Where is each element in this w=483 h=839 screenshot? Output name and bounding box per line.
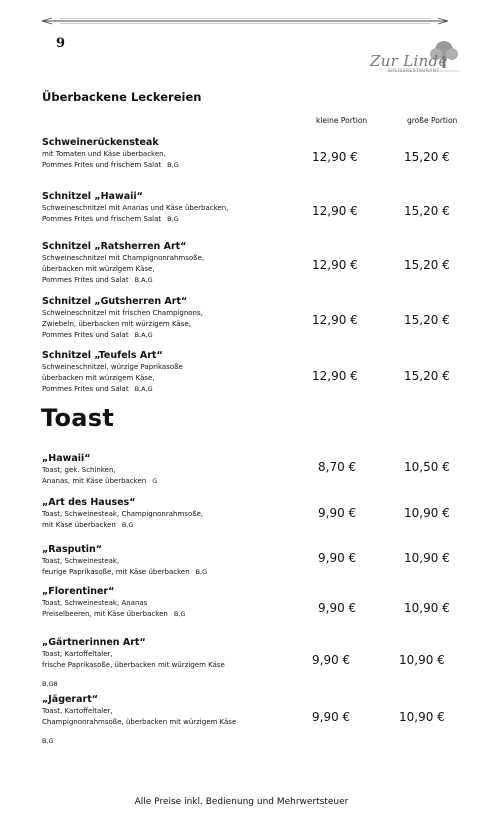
section-title: Überbackene Leckereien bbox=[42, 90, 202, 104]
menu-item bbox=[42, 585, 462, 620]
item-description: Toast, Schweinesteak, Ananas bbox=[42, 599, 148, 607]
restaurant-logo bbox=[366, 38, 462, 78]
menu-item bbox=[42, 496, 462, 531]
item-name: Schweinerückensteak bbox=[42, 137, 159, 148]
allergen-codes: B,G bbox=[42, 737, 54, 745]
item-name: „Hawaii“ bbox=[42, 453, 91, 464]
price-large: 15,20 € bbox=[404, 369, 450, 383]
price-small: 9,90 € bbox=[312, 653, 351, 667]
price-large: 10,90 € bbox=[404, 551, 450, 565]
item-description: feurige Paprikasoße, mit Käse überbacken B,G bbox=[42, 568, 208, 576]
price-large: 15,20 € bbox=[404, 313, 450, 327]
price-small: 9,90 € bbox=[318, 551, 357, 565]
item-description: frische Paprikasoße, überbacken mit würzigem Käse bbox=[42, 661, 225, 669]
logo-text: Zur Linde bbox=[370, 52, 448, 70]
item-description: Schweineschnitzel, würzige Paprikasoße bbox=[42, 363, 183, 371]
column-header-large: große Portion bbox=[407, 116, 458, 125]
allergen-codes: B,A,G bbox=[134, 331, 153, 339]
top-decorative-rule bbox=[40, 17, 450, 25]
item-name: „Gärtnerinnen Art“ bbox=[42, 637, 146, 648]
price-small: 12,90 € bbox=[312, 204, 358, 218]
menu-item bbox=[42, 295, 462, 341]
menu-item bbox=[42, 136, 462, 171]
item-description: überbacken mit würzigem Käse, bbox=[42, 265, 155, 273]
item-description: Schweineschnitzel mit Ananas und Käse überbacken, bbox=[42, 204, 229, 212]
item-description: mit Tomaten und Käse überbacken, bbox=[42, 150, 166, 158]
menu-item bbox=[42, 693, 462, 746]
footer-note: Alle Preise inkl. Bedienung und Mehrwertsteuer bbox=[134, 797, 349, 807]
item-description: Pommes Frites und frischem Salat B,G bbox=[42, 215, 179, 223]
price-large: 10,90 € bbox=[399, 653, 445, 667]
allergen-codes: B,G bbox=[167, 215, 179, 223]
item-name: „Art des Hauses“ bbox=[42, 497, 136, 508]
page-number: 9 bbox=[56, 36, 66, 51]
logo-subtext: SPEISERESTAURANT bbox=[388, 69, 440, 74]
item-name: Schnitzel „Gutsherren Art“ bbox=[42, 296, 188, 307]
price-small: 9,90 € bbox=[318, 601, 357, 615]
menu-item bbox=[42, 636, 462, 689]
allergen-codes: G bbox=[152, 477, 158, 485]
item-description: Toast, Kartoffeltaler, bbox=[42, 707, 113, 715]
item-description: Pommes Frites und Salat B,A,G bbox=[42, 276, 153, 284]
price-small: 12,90 € bbox=[312, 150, 358, 164]
item-name: Schnitzel „Hawaii“ bbox=[42, 191, 143, 202]
item-description: Zwiebeln, überbacken mit würzigem Käse, bbox=[42, 320, 191, 328]
price-small: 9,90 € bbox=[312, 710, 351, 724]
item-name: „Jägerart“ bbox=[42, 694, 98, 705]
item-description: Toast, Schweinesteak, Champignonrahmsoße, bbox=[42, 510, 204, 518]
item-description: Preiselbeeren, mit Käse überbacken B,G bbox=[42, 610, 186, 618]
item-description: Toast, gek. Schinken, bbox=[42, 466, 116, 474]
price-large: 15,20 € bbox=[404, 204, 450, 218]
menu-item bbox=[42, 543, 462, 578]
allergen-codes: B,A,G bbox=[134, 385, 153, 393]
item-description: überbacken mit würzigem Käse, bbox=[42, 374, 155, 382]
allergen-codes: B,G bbox=[195, 568, 208, 576]
menu-item bbox=[42, 349, 462, 395]
toast-section-title: Toast bbox=[41, 404, 115, 432]
item-description: Champignonrahmsoße, überbacken mit würzigem Käse bbox=[42, 718, 237, 726]
price-small: 9,90 € bbox=[318, 506, 357, 520]
allergen-codes: B,G bbox=[173, 610, 186, 618]
item-description: Pommes Frites und Salat B,A,G bbox=[42, 331, 153, 339]
item-name: Schnitzel „Teufels Art“ bbox=[42, 350, 163, 361]
item-description: Pommes Frites und frischem Salat B,G bbox=[42, 161, 179, 169]
item-name: „Florentiner“ bbox=[42, 586, 115, 597]
price-large: 10,50 € bbox=[404, 460, 450, 474]
allergen-codes: B,G8 bbox=[42, 680, 58, 688]
menu-item bbox=[42, 190, 462, 225]
item-description: Ananas, mit Käse überbacken G bbox=[42, 477, 158, 485]
item-description: Toast, Schweinesteak, bbox=[42, 557, 120, 565]
menu-item bbox=[42, 240, 462, 286]
item-description: mit Käse überbacken B,G bbox=[42, 521, 134, 529]
price-large: 10,90 € bbox=[399, 710, 445, 724]
item-description: Toast, Kartoffeltaler, bbox=[42, 650, 113, 658]
column-header-small: kleine Portion bbox=[316, 116, 368, 125]
allergen-codes: B,A,G bbox=[134, 276, 153, 284]
item-description: Schweineschnitzel mit frischen Champignons, bbox=[42, 309, 203, 317]
allergen-codes: B,G bbox=[167, 161, 179, 169]
item-description: Schweineschnitzel mit Champignonrahmsoße, bbox=[42, 254, 205, 262]
item-name: Schnitzel „Ratsherren Art“ bbox=[42, 241, 187, 252]
price-large: 15,20 € bbox=[404, 150, 450, 164]
item-description: Pommes Frites und Salat B,A,G bbox=[42, 385, 153, 393]
price-small: 12,90 € bbox=[312, 313, 358, 327]
price-small: 12,90 € bbox=[312, 369, 358, 383]
price-small: 8,70 € bbox=[318, 460, 357, 474]
price-large: 10,90 € bbox=[404, 506, 450, 520]
item-name: „Rasputin“ bbox=[42, 544, 102, 555]
menu-item bbox=[42, 452, 462, 487]
allergen-codes: B,G bbox=[121, 521, 134, 529]
price-large: 15,20 € bbox=[404, 258, 450, 272]
price-large: 10,90 € bbox=[404, 601, 450, 615]
price-small: 12,90 € bbox=[312, 258, 358, 272]
